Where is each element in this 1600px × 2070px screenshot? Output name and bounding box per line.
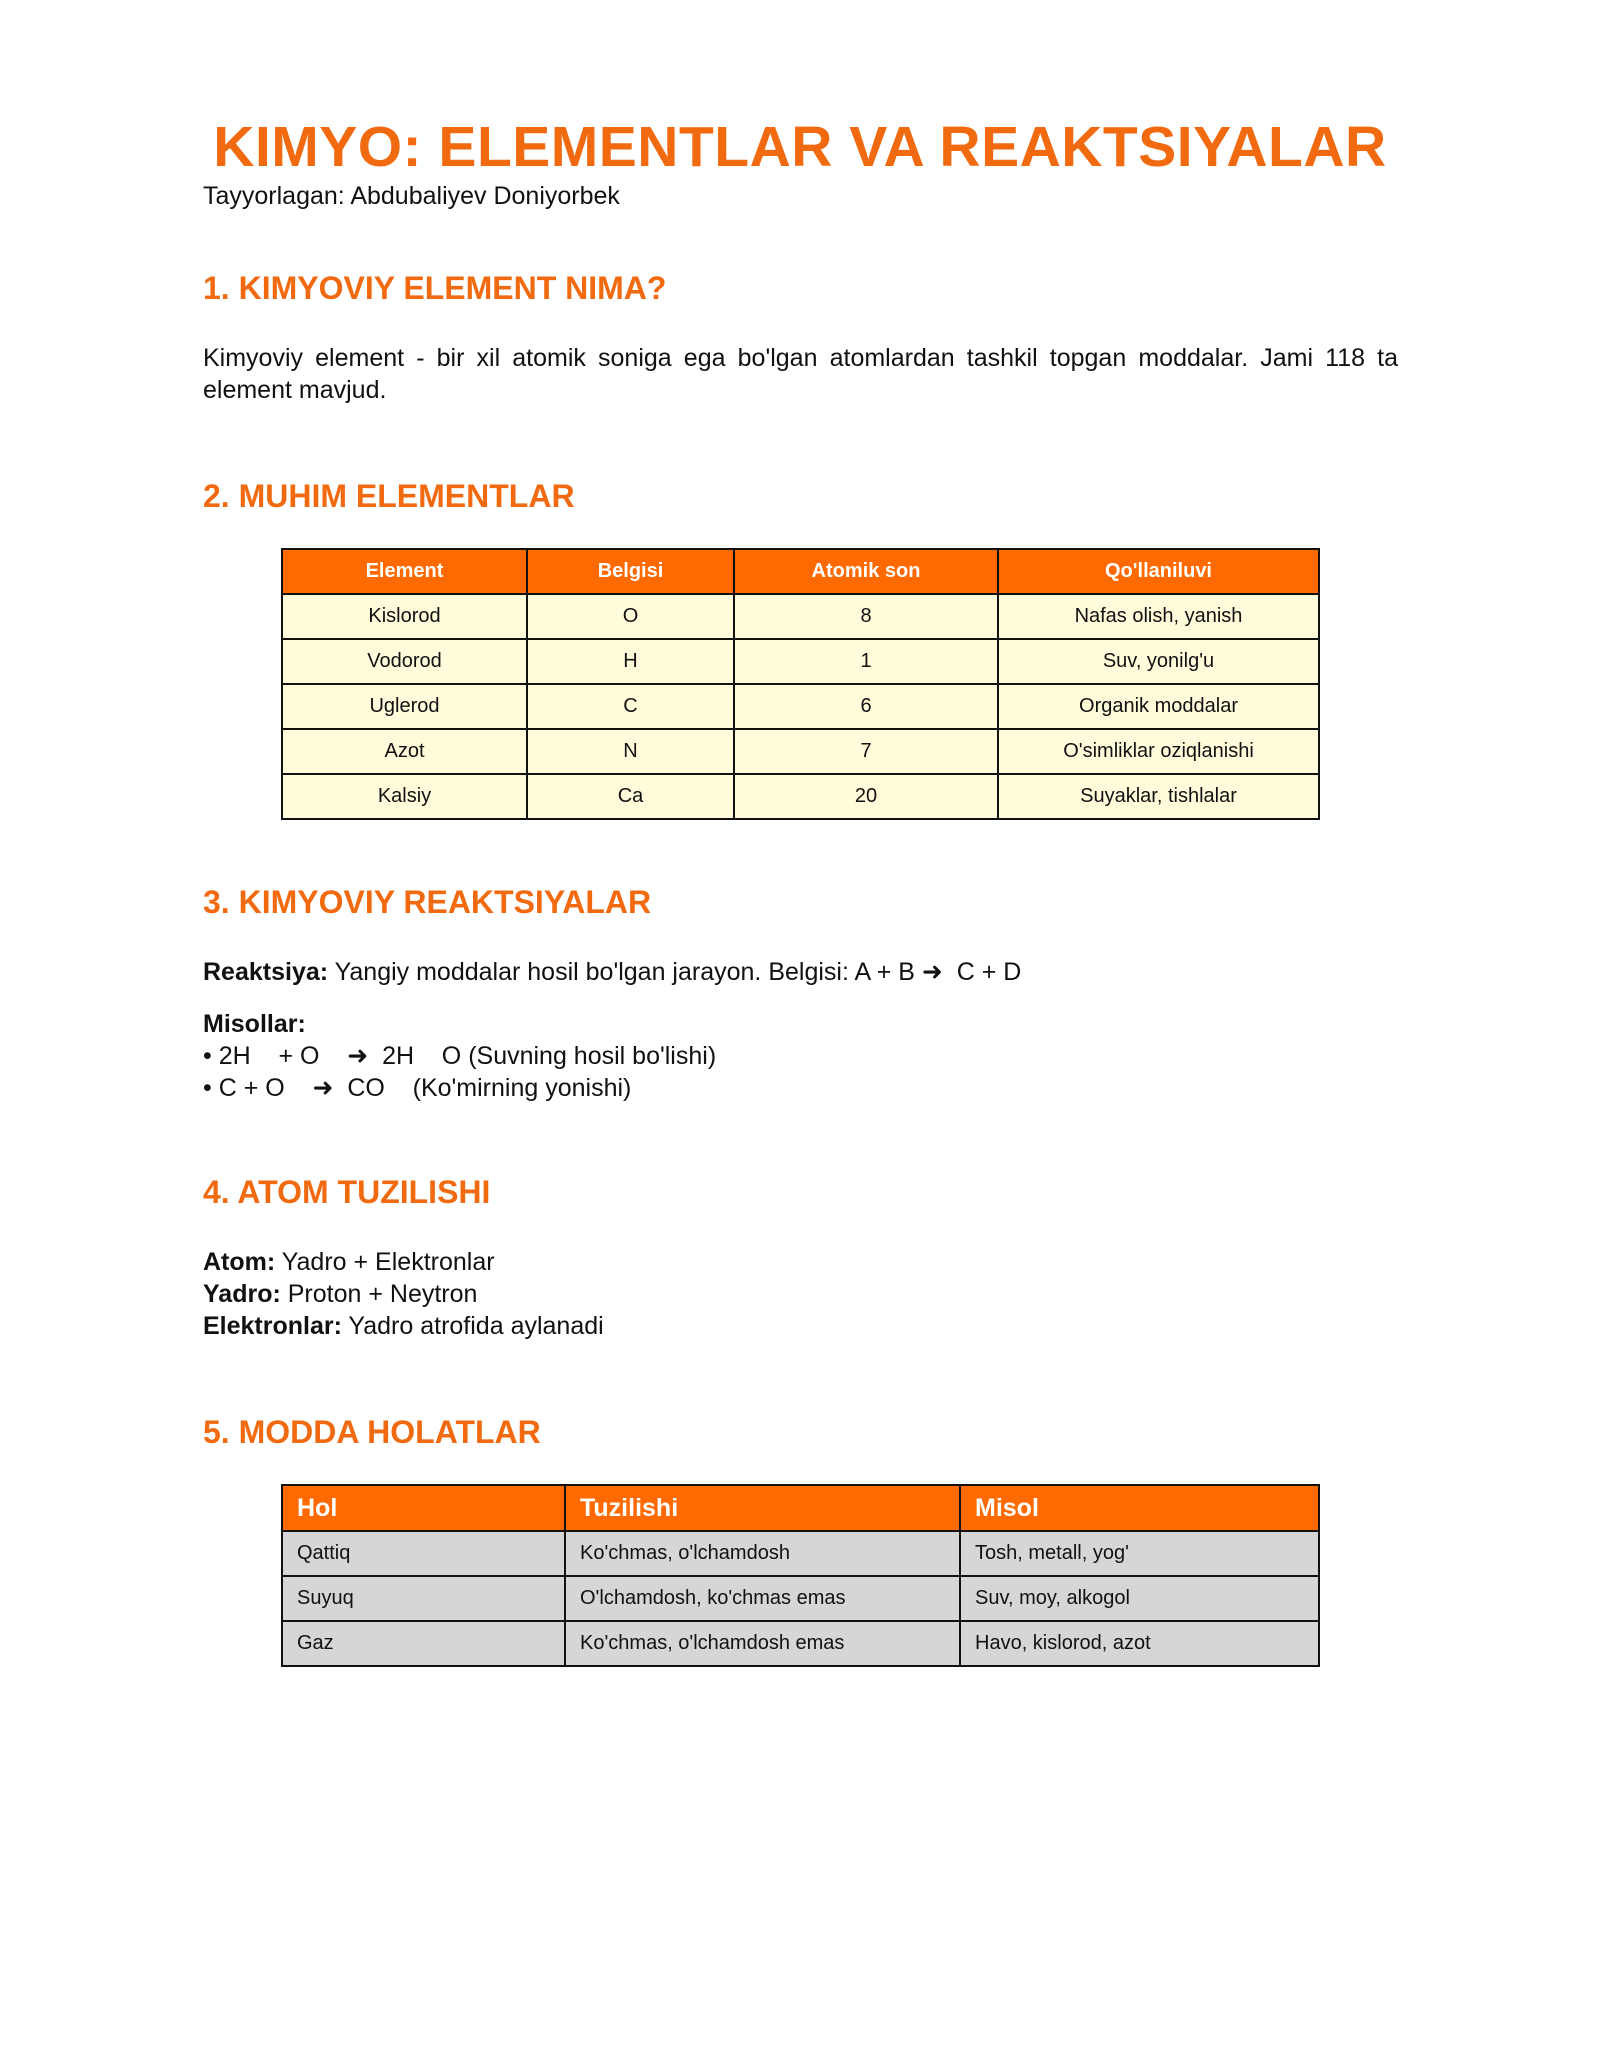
elements-table: [281, 548, 1320, 820]
table-cell: 20: [734, 774, 998, 819]
example-water: • 2H + O ➜ 2H O (Suvning hosil bo'lishi): [203, 1042, 717, 1070]
table-cell: Organik moddalar: [998, 684, 1319, 729]
table-cell: N: [527, 729, 734, 774]
table-row: [282, 729, 1319, 774]
examples-label: Misollar:: [203, 1010, 306, 1038]
table-cell: Vodorod: [282, 639, 527, 684]
table-cell: C: [527, 684, 734, 729]
column-header: Misol: [960, 1485, 1319, 1531]
section-3-heading: 3. KIMYOVIY REAKTSIYALAR: [203, 884, 652, 920]
column-header: Belgisi: [527, 549, 734, 594]
section-4-heading: 4. ATOM TUZILISHI: [203, 1174, 491, 1210]
arrow-icon: ➜: [312, 1074, 334, 1102]
electrons-line: Elektronlar: Yadro atrofida aylanadi: [203, 1312, 604, 1340]
table-cell: O: [527, 594, 734, 639]
table-cell: Uglerod: [282, 684, 527, 729]
table-row: [282, 684, 1319, 729]
table-row: [282, 594, 1319, 639]
reaction-text-end: C + D: [942, 958, 1022, 986]
table-cell: Azot: [282, 729, 527, 774]
table-cell: Ca: [527, 774, 734, 819]
table-header-row: [282, 1485, 1319, 1531]
document-title: KIMYO: ELEMENTLAR VA REAKTSIYALAR: [213, 115, 1387, 179]
table-cell: Tosh, metall, yog': [960, 1531, 1319, 1576]
table-cell: Kislorod: [282, 594, 527, 639]
table-cell: Suyuq: [282, 1576, 565, 1621]
table-cell: Ko'chmas, o'lchamdosh: [565, 1531, 960, 1576]
states-table: [281, 1484, 1320, 1667]
table-row: [282, 1576, 1319, 1621]
column-header: Atomik son: [734, 549, 998, 594]
author-line: Tayyorlagan: Abdubaliyev Doniyorbek: [203, 182, 620, 210]
reaction-definition: [203, 956, 1021, 988]
table-row: [282, 1621, 1319, 1666]
table-cell: Ko'chmas, o'lchamdosh emas: [565, 1621, 960, 1666]
column-header: Hol: [282, 1485, 565, 1531]
column-header: Tuzilishi: [565, 1485, 960, 1531]
table-row: [282, 774, 1319, 819]
section-1-heading: 1. KIMYOVIY ELEMENT NIMA?: [203, 270, 667, 306]
table-cell: Havo, kislorod, azot: [960, 1621, 1319, 1666]
table-cell: 6: [734, 684, 998, 729]
arrow-icon: ➜: [347, 1042, 369, 1070]
section-5-heading: 5. MODDA HOLATLAR: [203, 1414, 541, 1450]
table-row: [282, 639, 1319, 684]
table-cell: Suv, moy, alkogol: [960, 1576, 1319, 1621]
table-cell: O'lchamdosh, ko'chmas emas: [565, 1576, 960, 1621]
table-cell: 7: [734, 729, 998, 774]
table-cell: Nafas olish, yanish: [998, 594, 1319, 639]
table-cell: Suyaklar, tishlalar: [998, 774, 1319, 819]
table-cell: H: [527, 639, 734, 684]
reaction-text: Yangiy moddalar hosil bo'lgan jarayon. Belgisi: A + B: [328, 958, 922, 986]
table-header-row: [282, 549, 1319, 594]
table-cell: Qattiq: [282, 1531, 565, 1576]
section-2-heading: 2. MUHIM ELEMENTLAR: [203, 478, 575, 514]
atom-line: Atom: Yadro + Elektronlar: [203, 1248, 495, 1276]
table-cell: Suv, yonilg'u: [998, 639, 1319, 684]
column-header: Element: [282, 549, 527, 594]
section-1-text: Kimyoviy element - bir xil atomik soniga ega bo'lgan atomlardan tashkil topgan moddalar. Jami 118 ta element mavjud.: [203, 344, 1398, 404]
arrow-icon: ➜: [921, 958, 943, 986]
table-cell: O'simliklar oziqlanishi: [998, 729, 1319, 774]
table-cell: 8: [734, 594, 998, 639]
nucleus-line: Yadro: Proton + Neytron: [203, 1280, 478, 1308]
table-cell: 1: [734, 639, 998, 684]
table-cell: Kalsiy: [282, 774, 527, 819]
reaction-label: Reaktsiya:: [203, 958, 329, 986]
table-row: [282, 1531, 1319, 1576]
table-cell: Gaz: [282, 1621, 565, 1666]
column-header: Qo'llaniluvi: [998, 549, 1319, 594]
example-carbon: • C + O ➜ CO (Ko'mirning yonishi): [203, 1074, 632, 1102]
